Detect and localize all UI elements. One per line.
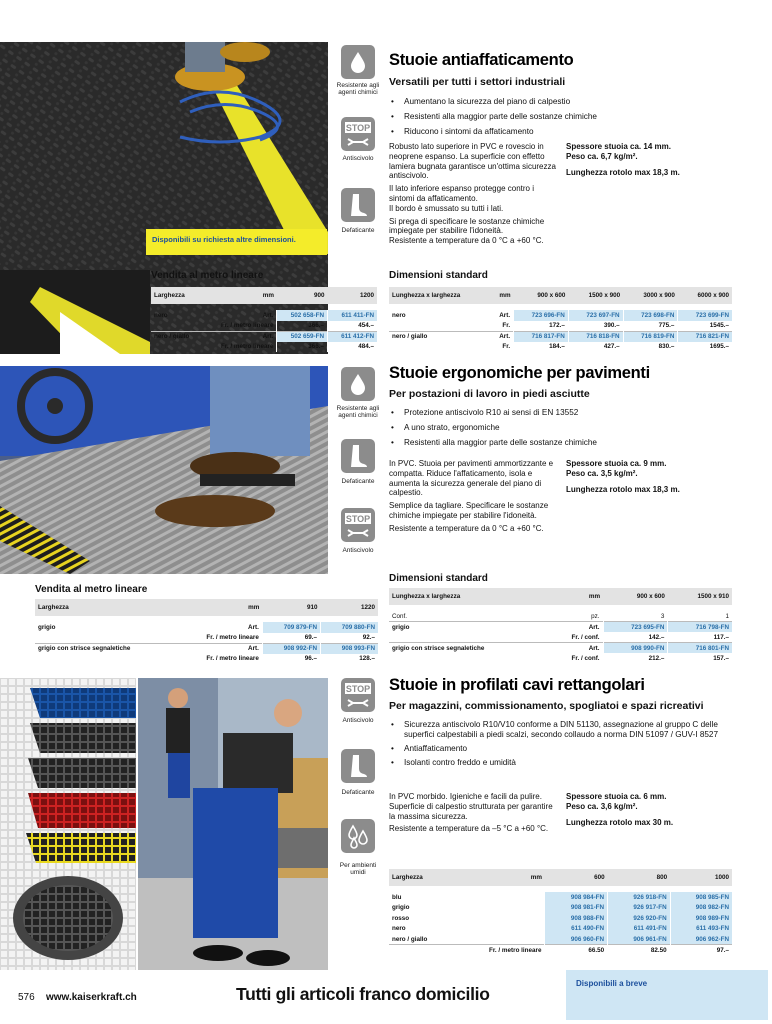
antislip-icon <box>341 508 375 542</box>
para: Semplice da tagliare. Specificare le sostanze chimiche impiegate per stabilire l'idoneità. <box>389 501 549 520</box>
page-number: 576 <box>18 992 35 1003</box>
table-row: rosso 908 988-FN 926 920-FN 908 989-FN <box>389 913 732 924</box>
table-row: Fr. / metro lineare 66.50 82.50 97.– <box>389 945 732 956</box>
antislip-icon <box>341 678 375 712</box>
spec-weight: Peso ca. 6,7 kg/m². <box>566 151 638 161</box>
section2-title: Stuoie ergonomiche per pavimenti <box>389 364 650 382</box>
section2-standard-table: Lunghezza x larghezza mm 900 x 600 1500 x 910 Conf. pz. 3 1 grigio Art. 723 695-FN 716 798-FN Fr. / conf. 142.– 117.– grigio con strisce segnaletiche Art. 908 990-FN 716 801-FN Fr. / conf. 212.– 157.– <box>389 588 732 664</box>
table-row: Fr. / metro lineare 96.– 128.– <box>35 654 378 665</box>
section2-bullets <box>389 407 759 452</box>
table-row: Conf. pz. 3 1 <box>389 611 732 622</box>
section1-bullets <box>389 96 759 141</box>
para: Si prega di specificare le sostanze chimiche impiegate per stabilire l'idoneità. Resistente a temperature da 0 °C a +60 °C. <box>389 216 545 246</box>
footer-slogan: Tutti gli articoli franco domicilio <box>236 984 490 1004</box>
available-soon-note: Disponibili a breve <box>566 970 768 1020</box>
water-drops-icon <box>341 819 375 853</box>
section2-standard-title: Dimensioni standard <box>389 573 488 584</box>
antislip-icon <box>341 117 375 151</box>
photo-workshop-worker <box>138 678 328 970</box>
bullet: • Protezione antiscivolo R10 ai sensi di EN 13552 <box>389 407 759 418</box>
section3-description <box>389 792 561 837</box>
antislip-label: Antiscivolo <box>342 155 374 162</box>
antifatigue-icon <box>341 188 375 222</box>
section3-bullets <box>389 720 739 772</box>
table-row: nero 611 490-FN 611 491-FN 611 493-FN <box>389 924 732 935</box>
section1-title: Stuoie antiaffaticamento <box>389 51 574 69</box>
bullet: • Resistenti alla maggior parte delle sostanze chimiche <box>389 437 759 448</box>
svg-text:STOP: STOP <box>345 514 371 524</box>
antifatigue-icon <box>341 749 375 783</box>
section1-subtitle: Versatili per tutti i settori industriali <box>389 76 566 88</box>
chemical-resistant-icon <box>341 45 375 79</box>
antifatigue-label: Defaticante <box>341 478 375 485</box>
section2-linear-table: Larghezza mm 910 1220 grigio Art. 709 879-FN 709 880-FN Fr. / metro lineare 69.– 92.– grigio con strisce segnaletiche Art. 908 992-FN 908 993-FN Fr. / metro lineare 96.– 128.– <box>35 599 378 664</box>
bullet: • Isolanti contro freddo e umidità <box>389 758 739 768</box>
table-row: grigio Art. 709 879-FN 709 880-FN <box>35 622 378 633</box>
table-row: nero Art. 502 658-FN 611 411-FN <box>151 310 377 321</box>
section1-linear-title: Vendita al metro lineare <box>151 270 264 281</box>
svg-text:STOP: STOP <box>345 123 371 133</box>
antifatigue-label: Defaticante <box>341 789 375 796</box>
section1-description <box>389 142 561 249</box>
table-row: Fr. 172.– 390.– 775.– 1545.– <box>389 321 732 332</box>
bullet: • Sicurezza antiscivolo R10/V10 conforme a DIN 51130, assegnazione al gruppo C delle superfici calpestabili a piedi scalzi, secondo collaudo a norma DIN 51097 / GUV-I 8527 <box>389 720 739 740</box>
section2-subtitle: Per postazioni di lavoro in piedi asciutte <box>389 388 590 400</box>
chemical-resistant-label: Resistente agli agenti chimici <box>336 82 380 96</box>
para: In PVC morbido. Igieniche e facili da pulire. Superficie di calpestio strutturata per garantire la massima sicurezza. <box>389 792 553 821</box>
section1-standard-table: Lunghezza x larghezza mm 900 x 600 1500 x 900 3000 x 900 6000 x 900 nero Art. 723 696-FN 723 697-FN 723 698-FN 723 699-FN Fr. 172.– 390.– 775.– 1545.– nero / giallo Art. 716 817-FN 716 818-FN 716 819-FN 716 821-FN Fr. 184.– 427.– 830.– 1695.– <box>389 287 732 352</box>
svg-text:STOP: STOP <box>345 684 371 694</box>
chemical-resistant-icon <box>341 367 375 401</box>
table-row: Fr. / metro lineare 69.– 92.– <box>35 633 378 644</box>
table-row: nero / giallo Art. 716 817-FN 716 818-FN 716 819-FN 716 821-FN <box>389 331 732 342</box>
section3-title: Stuoie in profilati cavi rettangolari <box>389 676 645 694</box>
bullet: • Aumentano la sicurezza del piano di calpestio <box>389 96 759 107</box>
bullet: • A uno strato, ergonomiche <box>389 422 759 433</box>
spec-thickness: Spessore stuoia ca. 6 mm. <box>566 792 667 801</box>
table-row: Fr. / metro lineare 366.– 484.– <box>151 342 377 353</box>
para: Il lato inferiore espanso protegge contro i sintomi da affaticamento. Il bordo è smussato su tutti i lati. <box>389 184 534 213</box>
antislip-label: Antiscivolo <box>342 717 374 724</box>
section3-table: Larghezza mm 600 800 1000 blu 908 984-FN 926 918-FN 908 985-FN grigio 908 981-FN 926 917-FN 908 982-FN rosso 908 988-FN 926 920-FN 908 989-FN nero 611 490-FN 611 491-FN 611 493-FN nero / giallo 906 960-FN 906 961-FN 906 962-FN Fr. / metro lineare 66.50 82.50 97.– <box>389 869 732 955</box>
para: Robusto lato superiore in PVC e rovescio in neoprene espanso. La superficie con effetto lamiera bugnata garantisce un'ottima sicurezza antiscivolo. <box>389 142 556 181</box>
table-row: Fr. / conf. 212.– 157.– <box>389 653 732 664</box>
table-row: blu 908 984-FN 926 918-FN 908 985-FN <box>389 892 732 903</box>
section2-linear-title: Vendita al metro lineare <box>35 584 148 595</box>
bullet: • Resistenti alla maggior parte delle sostanze chimiche <box>389 111 759 122</box>
chemical-resistant-label: Resistente agli agenti chimici <box>336 405 380 419</box>
antifatigue-label: Defaticante <box>341 227 375 234</box>
para: In PVC. Stuoia per pavimenti ammortizzante e compatta. Riduce l'affaticamento, isola e aumenta la sicurezza generale del piano di calpestio. <box>389 459 554 498</box>
section3-subtitle: Per magazzini, commissionamento, spogliatoi e spazi ricreativi <box>389 700 704 712</box>
table-row: Fr. 184.– 427.– 830.– 1695.– <box>389 342 732 353</box>
availability-banner: Disponibili su richiesta altre dimensioni. <box>146 229 327 255</box>
table-row: nero / giallo 906 960-FN 906 961-FN 906 962-FN <box>389 934 732 945</box>
bullet: • Antiaffaticamento <box>389 744 739 754</box>
spec-weight: Peso ca. 3,5 kg/m². <box>566 468 638 478</box>
antifatigue-icon <box>341 439 375 473</box>
spec-thickness: Spessore stuoia ca. 14 mm. <box>566 142 671 151</box>
antislip-label: Antiscivolo <box>342 547 374 554</box>
table-row: grigio con strisce segnaletiche Art. 908 992-FN 908 993-FN <box>35 643 378 654</box>
section1-standard-title: Dimensioni standard <box>389 270 488 281</box>
spec-thickness: Spessore stuoia ca. 9 mm. <box>566 459 667 468</box>
table-row: grigio 908 981-FN 926 917-FN 908 982-FN <box>389 903 732 914</box>
section3-specs <box>566 792 716 833</box>
spec-roll: Lunghezza rotolo max 30 m. <box>566 817 674 827</box>
table-row: Fr. / metro lineare 366.– 454.– <box>151 321 377 332</box>
table-row: grigio Art. 723 695-FN 716 798-FN <box>389 622 732 633</box>
section2-description <box>389 459 561 537</box>
table-row: nero / giallo Art. 502 659-FN 611 412-FN <box>151 331 377 342</box>
spec-weight: Peso ca. 3,6 kg/m². <box>566 801 638 811</box>
table-row: grigio con strisce segnaletiche Art. 908 990-FN 716 801-FN <box>389 643 732 654</box>
spec-roll: Lunghezza rotolo max 18,3 m. <box>566 167 680 177</box>
spec-roll: Lunghezza rotolo max 18,3 m. <box>566 484 680 494</box>
wet-environment-label: Per ambienti umidi <box>339 862 377 876</box>
table-row: Fr. / conf. 142.– 117.– <box>389 632 732 643</box>
table-row: nero Art. 723 696-FN 723 697-FN 723 698-FN 723 699-FN <box>389 310 732 321</box>
website-link[interactable]: www.kaiserkraft.ch <box>46 992 137 1003</box>
section1-specs <box>566 142 716 183</box>
photo-ergonomic-mat <box>0 366 328 574</box>
section2-specs <box>566 459 716 500</box>
section1-linear-table: Larghezza mm 900 1200 nero Art. 502 658-FN 611 411-FN Fr. / metro lineare 366.– 454.– nero / giallo Art. 502 659-FN 611 412-FN Fr. / metro lineare 366.– 484.– <box>151 287 377 352</box>
para: Resistente a temperature da –5 °C a +60 °C. <box>389 824 549 834</box>
bullet: • Riducono i sintomi da affaticamento <box>389 126 759 137</box>
photo-hollow-profile-mats <box>0 678 136 970</box>
para: Resistente a temperature da 0 °C a +60 °C. <box>389 523 544 533</box>
